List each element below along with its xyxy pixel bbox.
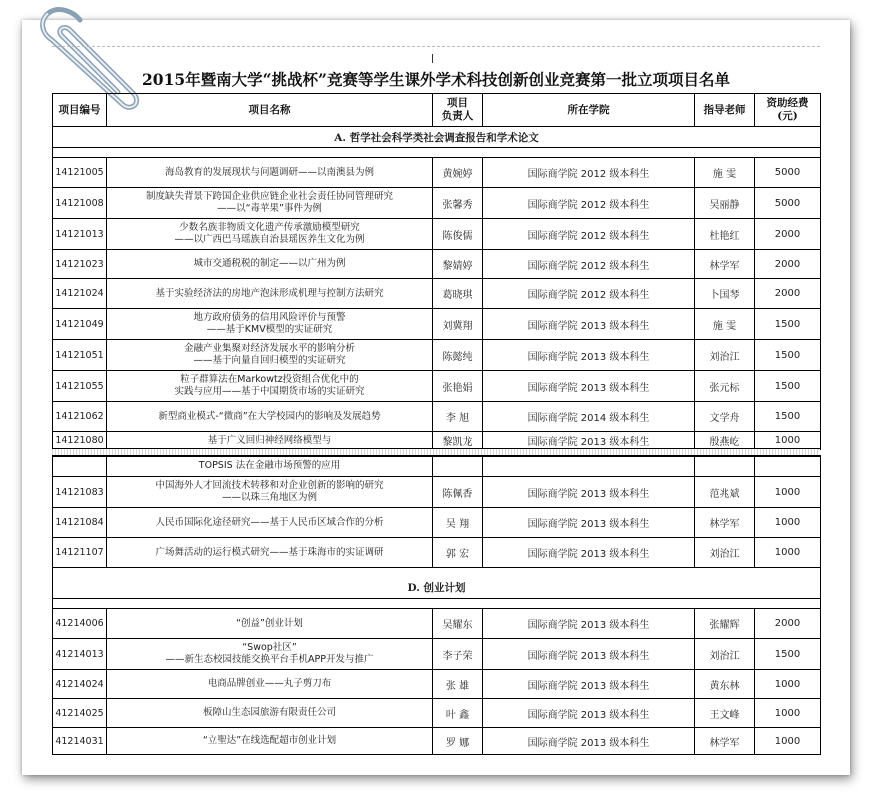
cell-funding: 5000 bbox=[755, 188, 821, 219]
cell-advisor: 杜艳红 bbox=[695, 219, 755, 250]
cell-leader: 陈懿纯 bbox=[433, 340, 483, 371]
cell-project-name: 地方政府债务的信用风险评价与预警 ——基于KMV模型的实证研究 bbox=[107, 309, 433, 340]
table-row bbox=[53, 402, 821, 432]
cell-college: 国际商学院 2013 级本科生 bbox=[483, 699, 695, 728]
cell-code: 41214025 bbox=[53, 699, 107, 728]
table-row bbox=[53, 309, 821, 340]
cell-advisor: 吴丽静 bbox=[695, 188, 755, 219]
table-header-row bbox=[53, 94, 821, 127]
cell-code: 14121055 bbox=[53, 371, 107, 402]
cell-funding: 1000 bbox=[755, 699, 821, 728]
cell-funding: 1500 bbox=[755, 340, 821, 371]
cell-leader: 张 雄 bbox=[433, 670, 483, 699]
cell-funding: 2000 bbox=[755, 250, 821, 279]
cell-advisor: 黄东林 bbox=[695, 670, 755, 699]
cell-college: 国际商学院 2013 级本科生 bbox=[483, 309, 695, 340]
table-row bbox=[53, 158, 821, 188]
cell-funding: 1500 bbox=[755, 402, 821, 432]
section-d-title: D. 创业计划 bbox=[53, 578, 821, 599]
cell-code: 14121083 bbox=[53, 477, 107, 508]
cell-advisor: 林学军 bbox=[695, 250, 755, 279]
cell-funding: 2000 bbox=[755, 279, 821, 309]
cell-leader: 黄婉婷 bbox=[433, 158, 483, 188]
table-row bbox=[53, 188, 821, 219]
table-row bbox=[53, 508, 821, 538]
cell-leader: 吴耀东 bbox=[433, 609, 483, 639]
cell-funding: 1000 bbox=[755, 432, 821, 450]
cell-code: 41214006 bbox=[53, 609, 107, 639]
cell-code: 14121008 bbox=[53, 188, 107, 219]
cell-leader: 罗 娜 bbox=[433, 728, 483, 755]
cell-leader: 李 旭 bbox=[433, 402, 483, 432]
header-advisor: 指导老师 bbox=[695, 94, 755, 127]
cell-code: 14121024 bbox=[53, 279, 107, 309]
cell-advisor: 施 雯 bbox=[695, 309, 755, 340]
cell-advisor: 施 雯 bbox=[695, 158, 755, 188]
cell-advisor: 张耀辉 bbox=[695, 609, 755, 639]
cell-project-name: 粒子群算法在Markowtz投资组合优化中的 实践与应用——基于中国期货市场的实证研究 bbox=[107, 371, 433, 402]
spacer-row bbox=[53, 599, 821, 609]
cell-code: 41214024 bbox=[53, 670, 107, 699]
cell-college: 国际商学院 2013 级本科生 bbox=[483, 508, 695, 538]
header-funding: 资助经费 (元) bbox=[755, 94, 821, 127]
cell-advisor: 刘治江 bbox=[695, 340, 755, 371]
header-dashed-line bbox=[52, 46, 820, 47]
cell-college: 国际商学院 2012 级本科生 bbox=[483, 219, 695, 250]
cell-advisor: 殷燕屹 bbox=[695, 432, 755, 450]
project-table-part2 bbox=[52, 455, 821, 755]
cell-code: 14121013 bbox=[53, 219, 107, 250]
cell-advisor: 文学舟 bbox=[695, 402, 755, 432]
cell-project-name: 板障山生态园旅游有限责任公司 bbox=[107, 699, 433, 728]
cell-funding: 1000 bbox=[755, 538, 821, 568]
spacer-row bbox=[53, 148, 821, 158]
cell-code: 14121062 bbox=[53, 402, 107, 432]
cell-leader: 张馨秀 bbox=[433, 188, 483, 219]
cell-funding: 2000 bbox=[755, 609, 821, 639]
cell-code: 14121051 bbox=[53, 340, 107, 371]
cell-college: 国际商学院 2013 级本科生 bbox=[483, 728, 695, 755]
cell-leader: 吴 翔 bbox=[433, 508, 483, 538]
cell-project-name: 金融产业集聚对经济发展水平的影响分析 ——基于向量自回归模型的实证研究 bbox=[107, 340, 433, 371]
cell-funding: 1500 bbox=[755, 371, 821, 402]
cell-college: 国际商学院 2012 级本科生 bbox=[483, 188, 695, 219]
cell-college: 国际商学院 2012 级本科生 bbox=[483, 158, 695, 188]
cell-advisor: 刘治江 bbox=[695, 639, 755, 670]
section-a-title: A. 哲学社会科学类社会调查报告和学术论文 bbox=[53, 127, 821, 148]
cell-code: 14121084 bbox=[53, 508, 107, 538]
cell-code: 41214031 bbox=[53, 728, 107, 755]
table-row bbox=[53, 371, 821, 402]
cell-college: 国际商学院 2013 级本科生 bbox=[483, 538, 695, 568]
cell-project-name: 制度缺失背景下跨国企业供应链企业社会责任协同管理研究 ——以“毒苹果”事件为例 bbox=[107, 188, 433, 219]
table-row bbox=[53, 340, 821, 371]
cell-college: 国际商学院 2013 级本科生 bbox=[483, 477, 695, 508]
cell-advisor: 林学军 bbox=[695, 508, 755, 538]
cell-college: 国际商学院 2013 级本科生 bbox=[483, 670, 695, 699]
cell-college: 国际商学院 2013 级本科生 bbox=[483, 371, 695, 402]
cell-funding: 1000 bbox=[755, 728, 821, 755]
document-title: 2015年暨南大学“挑战杯”竞赛等学生课外学术科技创新创业竞赛第一批立项项目名单 bbox=[142, 70, 730, 89]
table-row bbox=[53, 670, 821, 699]
table-row bbox=[53, 432, 821, 450]
table-row bbox=[53, 219, 821, 250]
cell-college: 国际商学院 2013 级本科生 bbox=[483, 639, 695, 670]
table-row bbox=[53, 538, 821, 568]
cell-funding: 1000 bbox=[755, 477, 821, 508]
cell-college: 国际商学院 2013 级本科生 bbox=[483, 609, 695, 639]
cell-funding: 1500 bbox=[755, 309, 821, 340]
cell-code: 41214013 bbox=[53, 639, 107, 670]
cell-funding: 2000 bbox=[755, 219, 821, 250]
header-name: 项目名称 bbox=[107, 94, 433, 127]
cell-project-name: 中国海外人才回流技术转移和对企业创新的影响的研究 ——以珠三角地区为例 bbox=[107, 477, 433, 508]
cell-leader: 黎婧婷 bbox=[433, 250, 483, 279]
cell-college: 国际商学院 2012 级本科生 bbox=[483, 250, 695, 279]
cell-funding: 5000 bbox=[755, 158, 821, 188]
cell-leader: 李子荣 bbox=[433, 639, 483, 670]
cell-code: 14121049 bbox=[53, 309, 107, 340]
cell-advisor: 范兆斌 bbox=[695, 477, 755, 508]
section-a-row bbox=[53, 127, 821, 148]
cell-leader: 叶 鑫 bbox=[433, 699, 483, 728]
cell-project-name: “创益”创业计划 bbox=[107, 609, 433, 639]
table-row bbox=[53, 250, 821, 279]
table-row bbox=[53, 279, 821, 309]
text-cursor bbox=[432, 54, 433, 63]
cell-leader: 郭 宏 bbox=[433, 538, 483, 568]
cell-code: 14121005 bbox=[53, 158, 107, 188]
table-row bbox=[53, 609, 821, 639]
header-leader: 项目 负责人 bbox=[433, 94, 483, 127]
cell-project-name: 城市交通税税的制定——以广州为例 bbox=[107, 250, 433, 279]
cell-funding: 1500 bbox=[755, 639, 821, 670]
cell-college: 国际商学院 2013 级本科生 bbox=[483, 340, 695, 371]
cell-code: 14121107 bbox=[53, 538, 107, 568]
project-table-part1 bbox=[52, 93, 821, 450]
cell-advisor: 林学军 bbox=[695, 728, 755, 755]
cell-leader: 黎凯龙 bbox=[433, 432, 483, 450]
header-college: 所在学院 bbox=[483, 94, 695, 127]
cell-project-name: “立聖达”在线选配超市创业计划 bbox=[107, 728, 433, 755]
cell-leader: 葛晓琪 bbox=[433, 279, 483, 309]
cell-code: 14121080 bbox=[53, 432, 107, 450]
cell-project-name: 基于广义回归神经网络模型与 bbox=[107, 432, 433, 450]
section-d-row bbox=[53, 578, 821, 599]
cell-project-name: 人民币国际化途径研究——基于人民币区域合作的分析 bbox=[107, 508, 433, 538]
spacer-row bbox=[53, 568, 821, 578]
cell-advisor: 刘治江 bbox=[695, 538, 755, 568]
table-row bbox=[53, 477, 821, 508]
cell-college: 国际商学院 2013 级本科生 bbox=[483, 432, 695, 450]
table-row bbox=[53, 639, 821, 670]
cell-funding: 1000 bbox=[755, 670, 821, 699]
cell-funding: 1000 bbox=[755, 508, 821, 538]
cell-advisor: 王文峰 bbox=[695, 699, 755, 728]
header-code: 项目编号 bbox=[53, 94, 107, 127]
cell-project-name: 新型商业模式-“微商”在大学校园内的影响及发展趋势 bbox=[107, 402, 433, 432]
cell-project-name: 广场舞活动的运行模式研究——基于珠海市的实证调研 bbox=[107, 538, 433, 568]
continuation-text: TOPSIS 法在金融市场预警的应用 bbox=[107, 456, 433, 477]
cell-code: 14121023 bbox=[53, 250, 107, 279]
cell-leader: 张艳娟 bbox=[433, 371, 483, 402]
cell-advisor: 张元标 bbox=[695, 371, 755, 402]
cell-project-name: 基于实验经济法的房地产泡沫形成机理与控制方法研究 bbox=[107, 279, 433, 309]
cell-leader: 刘冀翔 bbox=[433, 309, 483, 340]
cell-advisor: 卜国琴 bbox=[695, 279, 755, 309]
table-row bbox=[53, 728, 821, 755]
cell-project-name: 电商品牌创业——丸子剪刀布 bbox=[107, 670, 433, 699]
cell-college: 国际商学院 2014 级本科生 bbox=[483, 402, 695, 432]
table-row bbox=[53, 699, 821, 728]
cell-project-name: “Swop社区” ——新生态校园技能交换平台手机APP开发与推广 bbox=[107, 639, 433, 670]
cell-college: 国际商学院 2012 级本科生 bbox=[483, 279, 695, 309]
continuation-row bbox=[53, 456, 821, 477]
cell-project-name: 海岛教育的发展现状与问题调研——以南澳县为例 bbox=[107, 158, 433, 188]
cell-leader: 陈佩香 bbox=[433, 477, 483, 508]
cell-leader: 陈俊儒 bbox=[433, 219, 483, 250]
cell-project-name: 少数名族非物质文化遗产传承激励模型研究 ——以广西巴马瑶族自治县瑶医养生文化为例 bbox=[107, 219, 433, 250]
